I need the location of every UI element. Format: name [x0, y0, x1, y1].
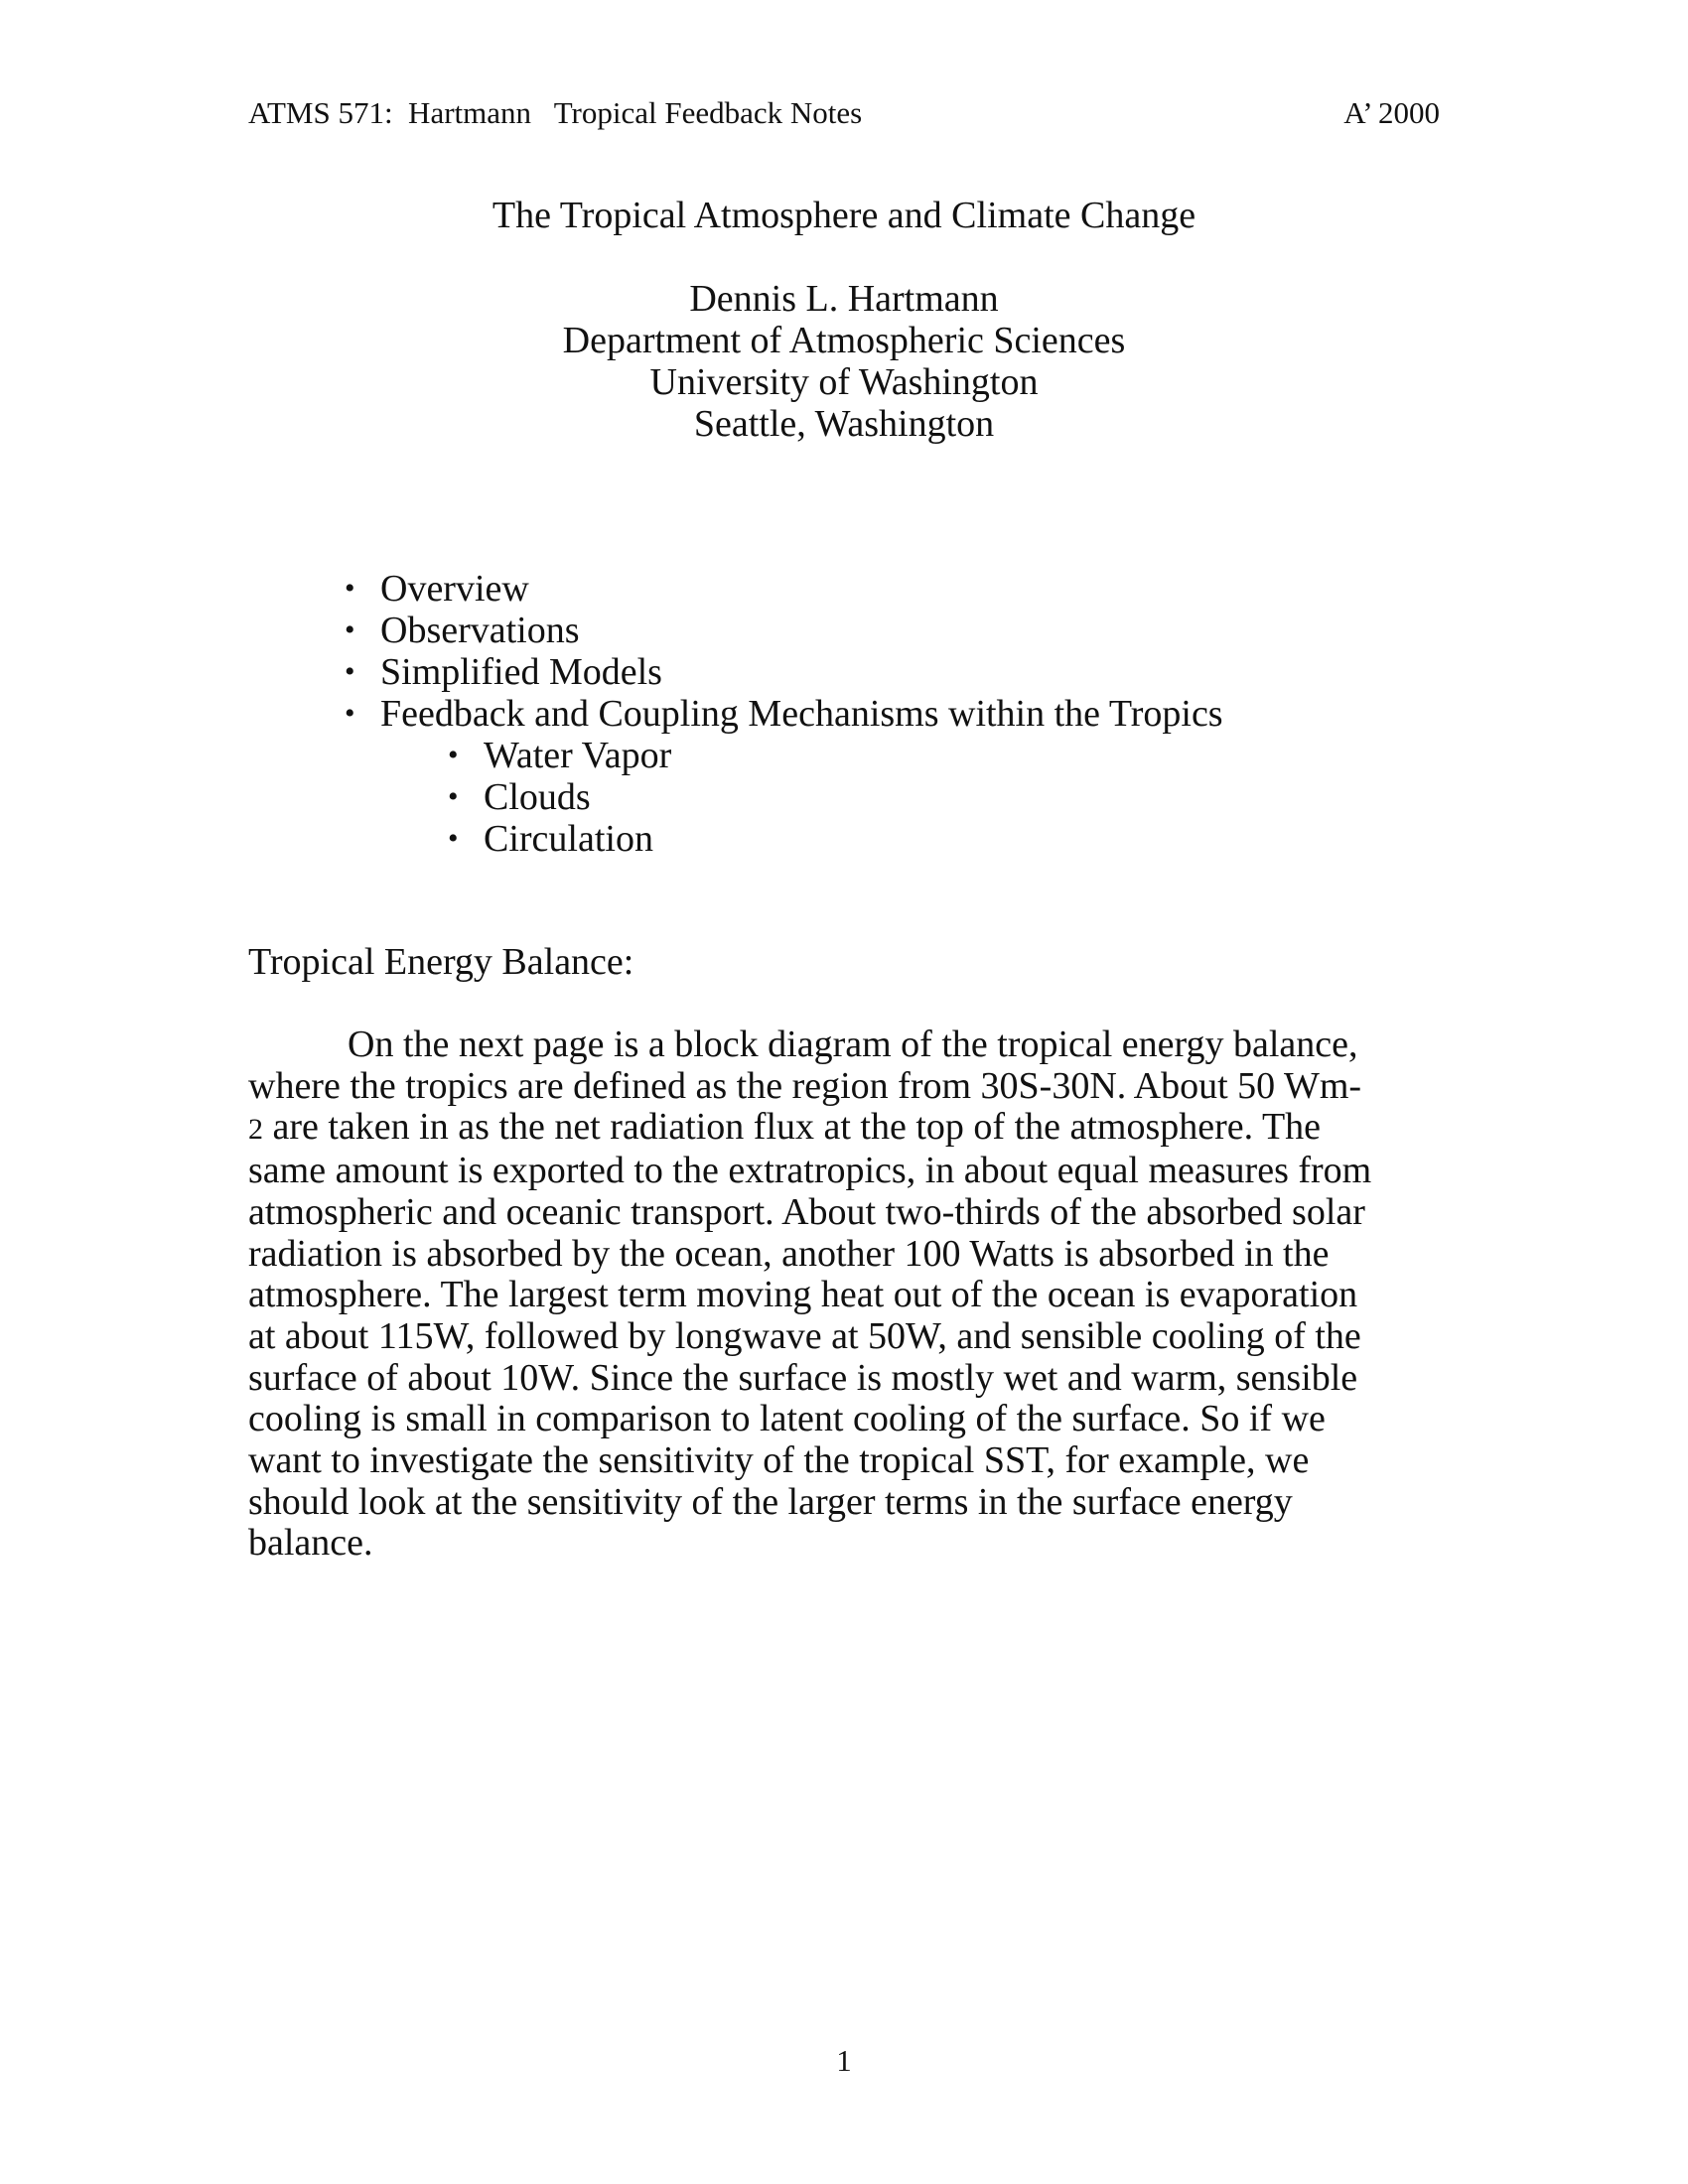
body-line: at about 115W, followed by longwave at 50W, and sensible cooling of the [248, 1314, 1361, 1357]
author-name: Dennis L. Hartmann [689, 278, 999, 320]
outline-sublist [380, 735, 1223, 860]
body-paragraph [248, 1024, 1440, 1565]
body-line: want to investigate the sensitivity of the tropical SST, for example, we [248, 1439, 1310, 1482]
page-number: 1 [836, 2043, 852, 2078]
body-line-text: are taken in as the net radiation flux at the top of the atmosphere. The [272, 1106, 1322, 1149]
body-line: atmospheric and oceanic transport. About two-thirds of the absorbed solar [248, 1190, 1365, 1233]
author-university: University of Washington [649, 361, 1039, 403]
author-department: Department of Atmospheric Sciences [562, 320, 1126, 361]
body-line: should look at the sensitivity of the larger terms in the surface energy [248, 1480, 1293, 1523]
outline-subitem: • Circulation [446, 818, 1223, 860]
outline-item: • Simplified Models [343, 651, 1223, 693]
outline-item-label: Feedback and Coupling Mechanisms within the Tropics [380, 693, 1223, 735]
body-line: cooling is small in comparison to latent cooling of the surface. So if we [248, 1398, 1326, 1440]
outline-list [343, 568, 1223, 860]
body-line: On the next page is a block diagram of the tropical energy balance, [348, 1024, 1358, 1065]
outline-subitem: • Clouds [446, 776, 1223, 818]
outline-item [343, 693, 1223, 860]
body-line: balance. [248, 1522, 373, 1565]
body-line: same amount is exported to the extratropics, in about equal measures from [248, 1150, 1372, 1192]
outline-item: • Observations [343, 610, 1223, 651]
body-line: where the tropics are defined as the region from 30S-30N. About 50 Wm- [248, 1064, 1362, 1107]
running-header-right: A’ 2000 [1343, 95, 1440, 130]
outline-item: • Overview [343, 568, 1223, 610]
exponent-continuation: 2 [248, 1113, 263, 1147]
section-heading: Tropical Energy Balance: [248, 941, 634, 983]
author-block [0, 278, 1688, 445]
body-line: surface of about 10W. Since the surface is mostly wet and warm, sensible [248, 1356, 1358, 1399]
body-line: radiation is absorbed by the ocean, another 100 Watts is absorbed in the [248, 1232, 1330, 1275]
document-title: The Tropical Atmosphere and Climate Change [492, 195, 1196, 236]
body-line: atmosphere. The largest term moving heat out of the ocean is evaporation [248, 1274, 1358, 1316]
outline-subitem: • Water Vapor [446, 735, 1223, 776]
author-city: Seattle, Washington [693, 403, 995, 445]
body-line [248, 1107, 1440, 1151]
running-header-left: ATMS 571: Hartmann Tropical Feedback Notes [248, 95, 863, 130]
